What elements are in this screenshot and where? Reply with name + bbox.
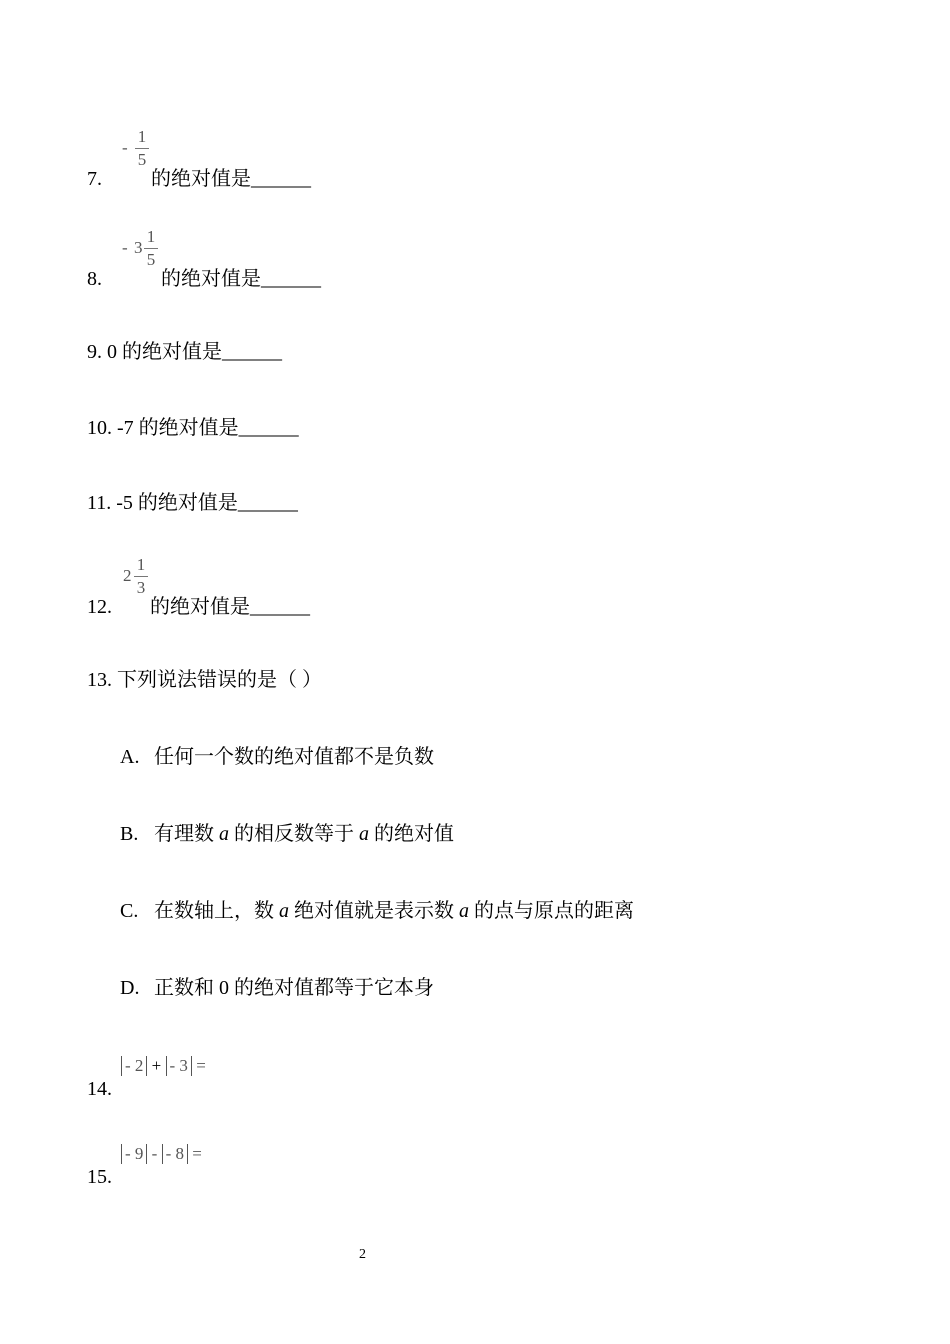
question-15: 15. (87, 1166, 112, 1188)
q12-text: 的绝对值是______ (150, 596, 310, 618)
q12-fraction-denominator: 3 (136, 578, 146, 597)
option-a (120, 745, 434, 769)
q15-equals: = (192, 1144, 202, 1163)
question-12 (87, 595, 310, 619)
q15-operator: - (151, 1144, 158, 1163)
q7-fraction-denominator: 5 (137, 150, 147, 169)
question-9: 9. 0 的绝对值是______ (87, 341, 282, 363)
q7-number: 7. (87, 168, 102, 190)
q8-fraction-numerator: 1 (146, 227, 156, 246)
question-10: 10. -7 的绝对值是______ (87, 417, 299, 439)
q8-fraction-denominator: 5 (146, 250, 156, 269)
option-c-var-a-2: a (459, 900, 469, 922)
q7-fraction-numerator: 1 (137, 127, 147, 146)
q8-mixed-whole: 3 (134, 238, 143, 257)
question-13: 13. 下列说法错误的是（ ） (87, 669, 322, 691)
q15-expression (121, 1144, 202, 1164)
q12-number: 12. (87, 596, 112, 618)
option-b-letter: B. (120, 823, 139, 845)
option-b-post: 的绝对值 (369, 823, 454, 845)
option-b (120, 822, 454, 846)
option-a-letter: A. (120, 746, 140, 768)
q12-mixed-whole: 2 (123, 566, 132, 585)
option-d-text: 正数和 0 的绝对值都等于它本身 (154, 977, 434, 999)
q12-fraction-numerator: 1 (136, 555, 146, 574)
q7-fraction (135, 127, 149, 170)
option-b-mid: 的相反数等于 (229, 823, 359, 845)
q15-abs-2: - 8 (162, 1144, 188, 1164)
option-c-post: 的点与原点的距离 (469, 900, 634, 922)
q8-text: 的绝对值是______ (161, 268, 321, 290)
q8-number: 8. (87, 268, 102, 290)
q14-equals: = (196, 1056, 206, 1075)
option-d-letter: D. (120, 977, 140, 999)
option-b-pre: 有理数 (154, 823, 219, 845)
question-14: 14. (87, 1078, 112, 1100)
q8-mixed-sign: - (122, 238, 128, 257)
q14-expression (121, 1056, 206, 1076)
option-c-var-a-1: a (279, 900, 289, 922)
option-c (120, 899, 634, 923)
page-number: 2 (359, 1247, 366, 1262)
q7-text: 的绝对值是______ (151, 168, 311, 190)
q14-abs-1: - 2 (121, 1056, 147, 1076)
q14-abs-2: - 3 (166, 1056, 192, 1076)
q14-operator: + (151, 1056, 162, 1075)
q8-fraction (144, 227, 158, 270)
question-11: 11. -5 的绝对值是______ (87, 492, 298, 514)
question-7 (87, 167, 311, 191)
option-d (120, 976, 434, 1000)
q12-fraction (134, 555, 148, 598)
option-c-mid: 绝对值就是表示数 (289, 900, 459, 922)
q7-fraction-sign: - (122, 138, 128, 157)
q15-abs-1: - 9 (121, 1144, 147, 1164)
option-c-pre: 在数轴上，数 (154, 900, 279, 922)
option-b-var-a-1: a (219, 823, 229, 845)
option-a-text: 任何一个数的绝对值都不是负数 (154, 746, 434, 768)
option-b-var-a-2: a (359, 823, 369, 845)
question-8 (87, 267, 321, 291)
option-c-letter: C. (120, 900, 139, 922)
